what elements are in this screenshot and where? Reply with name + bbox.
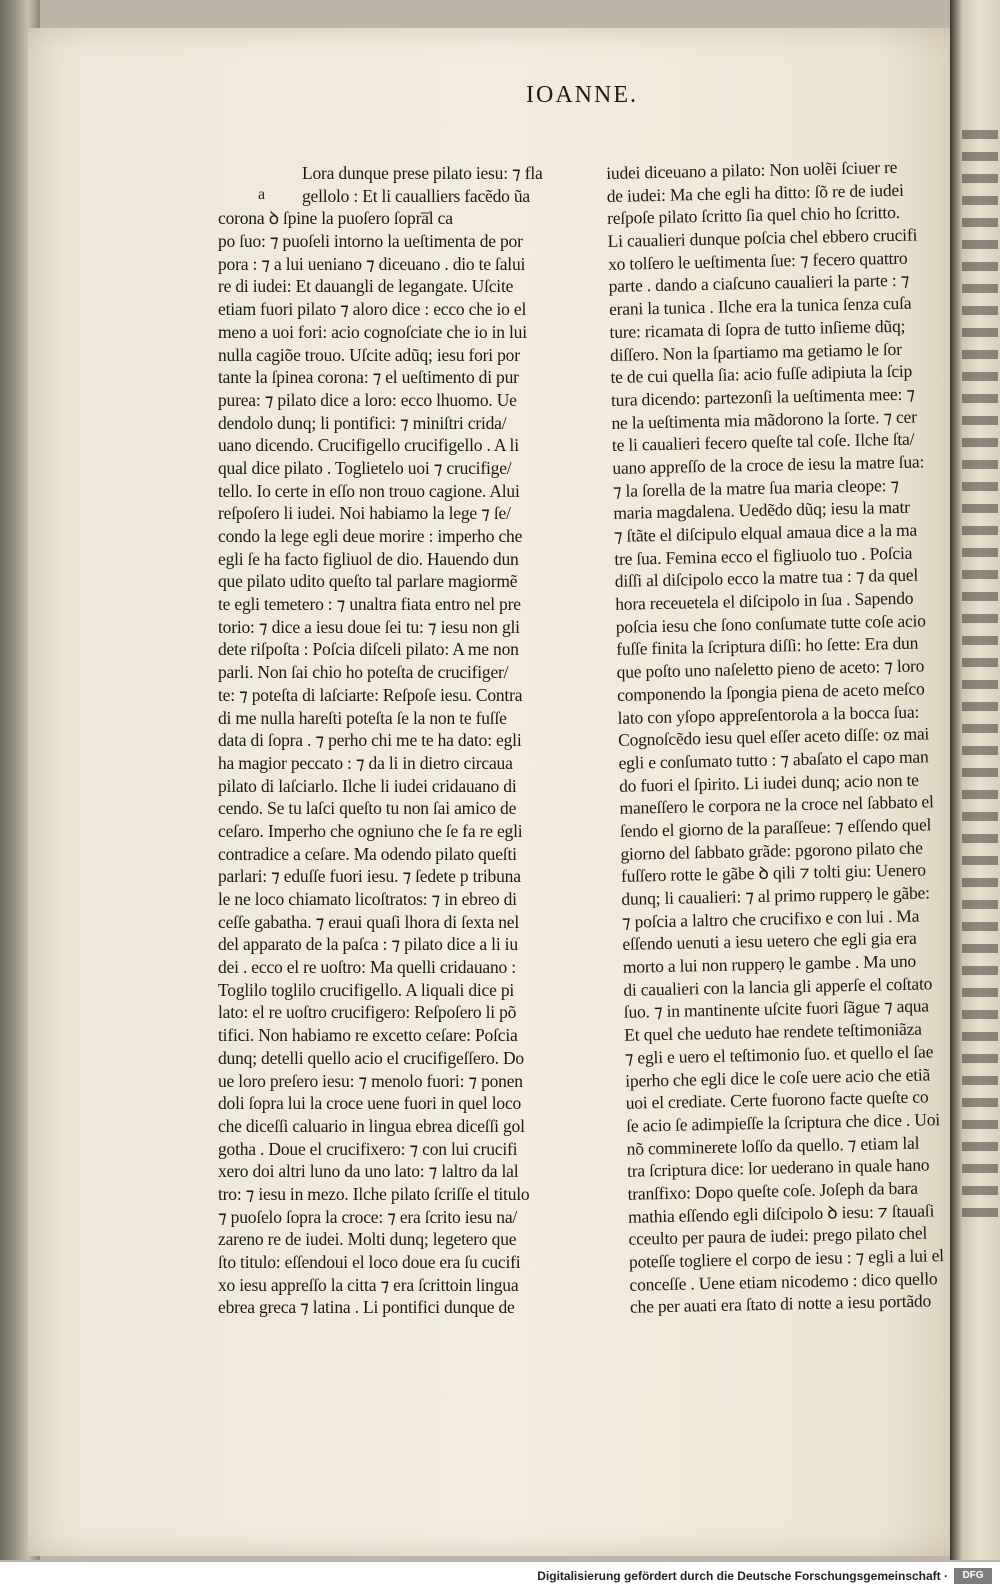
text-line: tra ſcriptura dice: lor uederano in quale hano [626, 1154, 930, 1182]
text-line: ſuo. ⁊ in mantinente uſcite fuori ſãgue ⁊ aqua [623, 995, 930, 1023]
text-line: uano dicendo. Crucifigello crucifigello . A li [218, 435, 519, 456]
text-line: tre ſua. Femina ecco el figliuolo tuo . Poſcia [614, 542, 913, 569]
text-line: ceſaro. Imperho che ogniuno che ſe fa re egli [218, 820, 523, 841]
funding-credit: Digitalisierung gefördert durch die Deutsche Forschungsgemeinschaft · [537, 1569, 948, 1583]
text-line: tro: ⁊ iesu in mezo. Ilche pilato ſcriſſe el titulo [218, 1183, 530, 1204]
text-line: mathia eſſendo egli diſcipolo ꝺ iesu: ⁊ ſtauaſi [627, 1199, 935, 1227]
text-line: maria magdalena. Uedẽdo dũq; iesu la matr [613, 497, 910, 524]
text-line: te: ⁊ poteſta di laſciarte: Reſpoſe iesu. Contra [218, 684, 523, 705]
text-line: fuſſero rotte le gãbe ꝺ qili ⁊ tolti giu: Uenero [620, 859, 927, 887]
dfg-logo: DFG [954, 1568, 992, 1584]
text-line: gotha . Doue el crucifixero: ⁊ con lui crucifi [218, 1138, 518, 1159]
text-line: diſſi al diſcipolo ecco la matre tua : ⁊ da quel [614, 564, 919, 592]
facing-page-text [962, 130, 998, 1230]
text-line: uoi el crediate. Certe fuorono facte queſte co [625, 1086, 929, 1113]
text-line: purea: ⁊ pilato dice a loro: ecco lhuomo. Ue [218, 389, 517, 410]
text-line: corona ꝺ ſpine la puoſero ſopra̅l ca [218, 208, 453, 229]
text-line: poteſſe togliere el corpo de iesu : ⁊ egli a lui el [628, 1245, 945, 1272]
initial-letter-guide: a [258, 186, 266, 203]
text-line: uano appreſſo de la croce de iesu la matre ſua: [612, 451, 925, 478]
text-line: di me nulla hareſti poteſta ſe la non te fuſſe [218, 707, 507, 728]
text-line: cceulto per paura de iudei: prego pilato chel [628, 1222, 928, 1250]
digitization-footer [0, 1562, 1000, 1590]
text-line: condo la lege egli deue morire : imperho che [218, 526, 523, 546]
text-line: tifici. Non habiamo re excetto ceſare: Poſcia [218, 1025, 518, 1046]
text-line: iperho che egli dice le coſe uere acio che etiã [625, 1063, 931, 1091]
text-line: pora : ⁊ a lui ueniano ⁊ diceuano . dio te ſalui [218, 253, 526, 274]
text-line: tura dicendo: partezonſi la ueſtimenta mee: ⁊ [610, 383, 916, 410]
text-line: egli e conſumato tutto : ⁊ abaſato el capo man [618, 746, 929, 773]
text-line: po ſuo: ⁊ puoſeli intorno la ueſtimenta de por [218, 231, 523, 252]
text-line: tello. Io certe in eſſo non trouo cagione. Alui [218, 480, 520, 501]
text-line: re di iudei: Et dauangli de legangate. Uſcite [218, 276, 514, 297]
text-line: poſcia iesu che ſono conſumate tutte coſe acio [615, 610, 926, 637]
text-line: ue loro preſero iesu: ⁊ menolo fuori: ⁊ ponen [218, 1070, 523, 1091]
text-line: maneſſero le corpora ne la croce nel ſabbato el [619, 791, 934, 819]
text-line: reſpoſero li iudei. Noi habiamo la lege ⁊ ſe/ [218, 503, 511, 524]
text-column-left [218, 162, 548, 1319]
text-line: eſſendo uenuti a iesu uetero che egli gia era [622, 928, 917, 955]
text-line: ſendo el giorno de la paraſſeue: ⁊ eſſendo quel [619, 814, 932, 841]
text-line: do fuori el ſpirito. Li iudei dunq; acio non te [618, 769, 919, 796]
text-line: data di ſopra . ⁊ perho chi me te ha dato: egli [218, 730, 522, 751]
text-line: nõ comminerete loſſo da quello. ⁊ etiam lal [626, 1132, 920, 1159]
text-line: ſto titulo: eſſendoui el loco doue era ſu cucifi [218, 1252, 521, 1272]
text-line: xo iesu appreſſo la citta ⁊ era ſcrittoin lingua [218, 1274, 519, 1295]
text-line: componendo la ſpongia piena de aceto meſco [616, 678, 925, 705]
text-line: Lora dunque prese pilato iesu: ⁊ fla [302, 163, 543, 183]
text-line: parte . dando a ciaſcuno caualieri la parte : ⁊ [608, 270, 910, 297]
text-line: Toglilo toglilo crucifigello. A liquali dice pi [218, 979, 515, 1000]
text-line: pilato di laſciarlo. Ilche li iudei cridauano di [218, 775, 517, 796]
text-line: xo tolſero le ueſtimenta ſue: ⁊ fecero quattro [607, 247, 908, 274]
text-line: doli ſopra lui la croce uene fuori in quel loco [218, 1093, 522, 1114]
text-line: ceſſe gabatha. ⁊ eraui quaſi lhora di ſexta nel [218, 911, 520, 932]
text-line: ture: ricamata di ſopra de tutto inſieme dũq; [609, 315, 906, 342]
text-line: cendo. Se tu laſci queſto tu non ſai amico de [218, 798, 517, 819]
text-line: qual dice pilato . Toglietelo uoi ⁊ crucifige/ [218, 457, 512, 478]
text-line: ebrea greca ⁊ latina . Li pontifici dunque de [218, 1297, 515, 1318]
text-line: che per auati era ſtato di notte a iesu portãdo [629, 1290, 932, 1318]
text-line: erani la tunica . Ilche era la tunica ſenza cuſa [608, 292, 912, 320]
text-line: di caualieri con la lancia gli apperſe el coſtato [623, 973, 933, 1000]
text-column-right [606, 155, 966, 1319]
text-line: dendolo dunq; li pontifici: ⁊ miniſtri crida/ [218, 412, 507, 433]
text-line: torio: ⁊ dice a iesu doue ſei tu: ⁊ iesu non gli [218, 616, 520, 637]
text-line: ſe acio ſe adimpieſſe la ſcriptura che dice . Uoi [625, 1109, 941, 1136]
text-line: lato: el re uoſtro crucifigero: Reſpoſero li põ [218, 1002, 517, 1023]
text-line: ⁊ puoſelo ſopra la croce: ⁊ era ſcrito iesu na/ [218, 1206, 518, 1227]
text-line: iudei diceuano a pilato: Non uolẽi ſciuer re [606, 156, 898, 183]
text-line: dei . ecco el re uoſtro: Ma quelli cridauano : [218, 957, 516, 978]
text-line: giorno del ſabbato grãde: pgorono pilato che [620, 837, 923, 864]
text-line: morto a lui non rupperọ le gambe . Ma uno [622, 950, 917, 977]
text-line: ha magior peccato : ⁊ da li in dietro circaua [218, 752, 513, 773]
text-line: che diceſſi caluario in lingua ebrea diceſſi gol [218, 1115, 525, 1136]
text-line: etiam fuori pilato ⁊ aloro dice : ecco che io el [218, 299, 527, 320]
text-line: fuſſe finita la ſcriptura diſſi: ho ſette: Era dun [615, 633, 919, 660]
text-line: diſſero. Non la ſpartiamo ma getiamo le ſor [609, 338, 902, 365]
text-line: ⁊ poſcia a laltro che crucifixo e con lui . Ma [621, 905, 920, 932]
text-line: dunq; li caualieri: ⁊ al primo rupperọ le gãbe: [621, 882, 930, 909]
text-line: tante la ſpinea corona: ⁊ el ueſtimento di pur [218, 367, 519, 388]
text-line: ⁊ ſtãte el diſcipulo elqual amaua dice a la ma [613, 519, 918, 546]
text-line: reſpoſe pilato ſcritto ſia quel chio ho ſcritto. [606, 202, 901, 229]
text-line: que poſto uno naſeletto pieno de aceto: ⁊ loro [616, 655, 925, 683]
text-line: nulla cagiõe trouo. Uſcite adũq; iesu fori por [218, 344, 520, 365]
text-line: xero doi altri luno da uno lato: ⁊ laltro da lal [218, 1161, 519, 1182]
text-line: Et quel che ueduto hae rendete teſtimoniãza [624, 1018, 922, 1045]
text-line: egli ſe ha facto figliuol de dio. Hauendo dun [218, 548, 519, 569]
text-line: zareno re de iudei. Molti dunq; legetero que [218, 1229, 517, 1250]
text-line: le ne loco chiamato licoſtratos: ⁊ in ebreo di [218, 889, 517, 909]
text-line: ne la ueſtimenta mia mãdorono la ſorte. ⁊ cer [611, 406, 917, 433]
text-line: gellolo : Et li caualliers facẽdo ũa [302, 185, 530, 206]
text-line: ⁊ egli e uero el teſtimonio ſuo. et quello el ſae [624, 1041, 934, 1068]
text-line: hora receuetela el diſcipolo in ſua . Sapendo [615, 587, 914, 614]
text-line: conceſſe . Uene etiam nicodemo : dico quello [629, 1267, 938, 1295]
running-head: IOANNE. [526, 82, 638, 108]
text-line: del apparato de la paſca : ⁊ pilato dice a li iu [218, 934, 518, 955]
text-line: meno a uoi fori: acio cognoſciate che io in lui [218, 321, 527, 342]
text-line: dete riſpoſta : Poſcia diſceli pilato: A me non [218, 639, 519, 660]
text-line: te de cui quella ſia: acio fuſſe adipiuta la ſcip [610, 360, 913, 388]
text-line: Cognoſcẽdo iesu quel eſſer aceto diſſe: oz mai [617, 723, 930, 751]
text-line: contradice a ceſare. Ma odendo pilato queſti [218, 843, 517, 864]
text-line: que pilato udito queſto tal parlare magiormẽ [218, 571, 518, 592]
text-line: de iudei: Ma che egli ha ditto: ſõ re de iudei [606, 179, 904, 206]
text-line: tranſfixo: Dopo queſte coſe. Joſeph da bara [627, 1177, 919, 1204]
text-line: parli. Non ſai chio ho poteſta de crucifiger/ [218, 662, 509, 683]
text-line: Li caualieri dunque poſcia chel ebbero crucifi [607, 224, 918, 252]
text-line: lato con yſopo appreſentorola a la bocca ſua: [617, 701, 920, 728]
text-line: parlari: ⁊ eduſſe fuori iesu. ⁊ ſedete p tribuna [218, 866, 521, 887]
text-line: te egli temetero : ⁊ unaltra fiata entro nel pre [218, 594, 521, 615]
text-line: ⁊ la ſorella de la matre ſua maria cleope: ⁊ [612, 474, 900, 501]
text-line: te li caualieri fecero queſte tal coſe. Ilche ſta/ [611, 428, 915, 456]
text-line: dunq; detelli quello acio el crucifigeſſero. Do [218, 1047, 524, 1068]
